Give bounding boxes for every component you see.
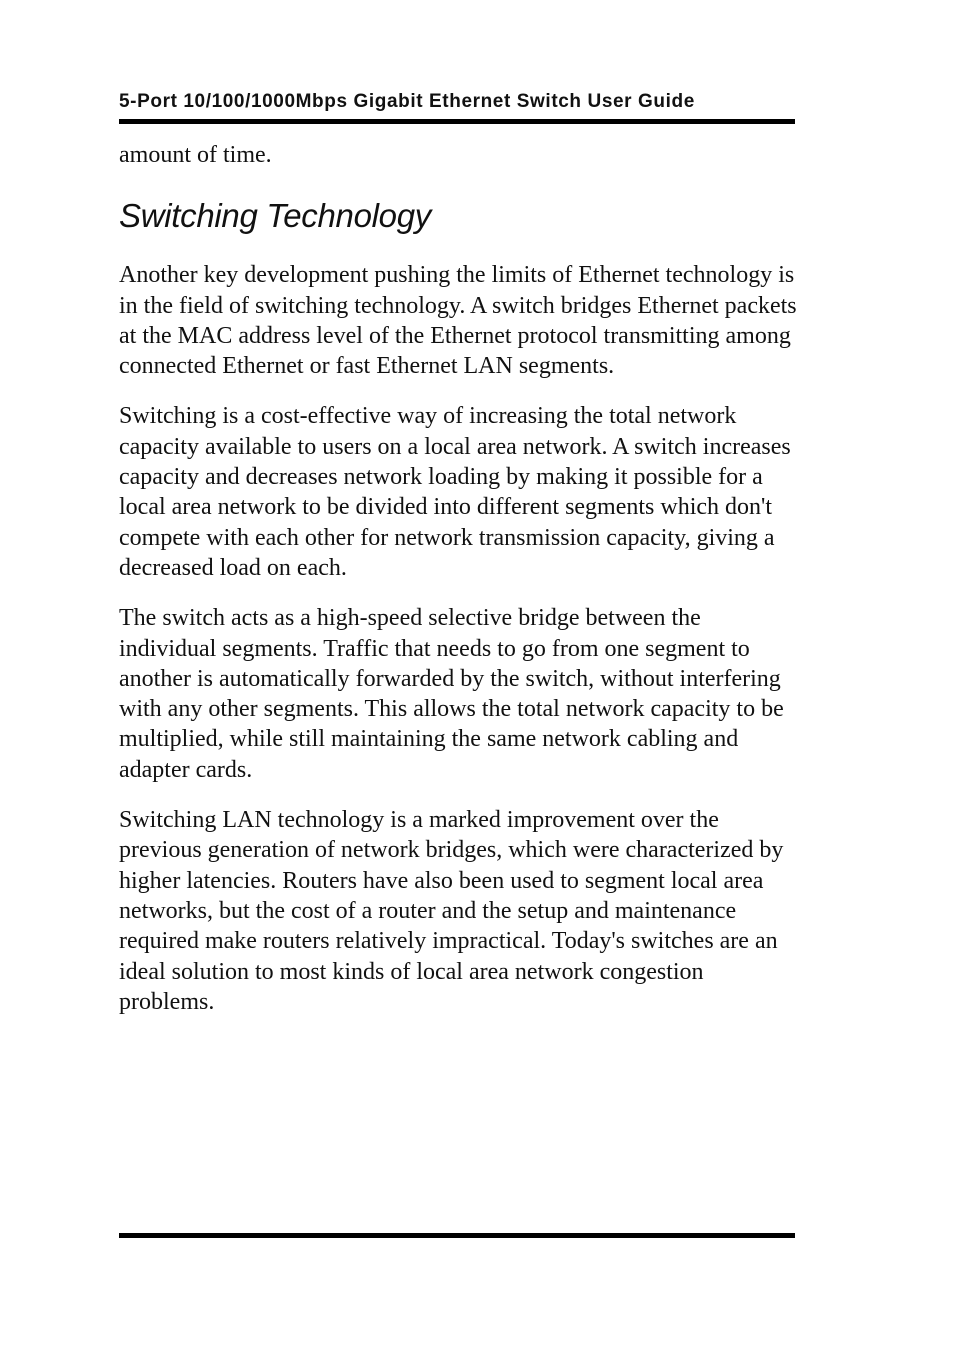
body-paragraph: Switching is a cost-effective way of increasing the total network capacity available to users on a local area network. A switch increases capacity and decreases network loading by making it possible for a local area network to be divided into different segments which don't compete with each other for network transmission capacity, giving a decreased load on each. <box>119 403 791 581</box>
body-paragraph: Another key development pushing the limits of Ethernet technology is in the field of switching technology. A switch bridges Ethernet packets at the MAC address level of the Ethernet protocol transmitting among connected Ethernet or fast Ethernet LAN segments. <box>119 262 797 380</box>
section-heading: Switching Technology <box>119 197 431 235</box>
page-body <box>119 140 799 1037</box>
body-paragraph: Switching LAN technology is a marked improvement over the previous generation of network bridges, which were characterized by higher latencies. Routers have also been used to segment local area networks, but the cost of a router and the setup and maintenance required make routers relatively impractical. Today's switches are an ideal solution to most kinds of local area network congestion problems. <box>119 807 784 1015</box>
body-paragraph: The switch acts as a high-speed selective bridge between the individual segments. Traffic that needs to go from one segment to another is automatically forwarded by the switch, without interfering with any other segments. This allows the total network capacity to be multiplied, while still maintaining the same network cabling and adapter cards. <box>119 605 784 783</box>
continued-text: amount of time. <box>119 142 272 168</box>
header-rule <box>119 119 795 124</box>
running-header: 5-Port 10/100/1000Mbps Gigabit Ethernet Switch User Guide <box>119 91 695 112</box>
footer-rule <box>119 1233 795 1238</box>
